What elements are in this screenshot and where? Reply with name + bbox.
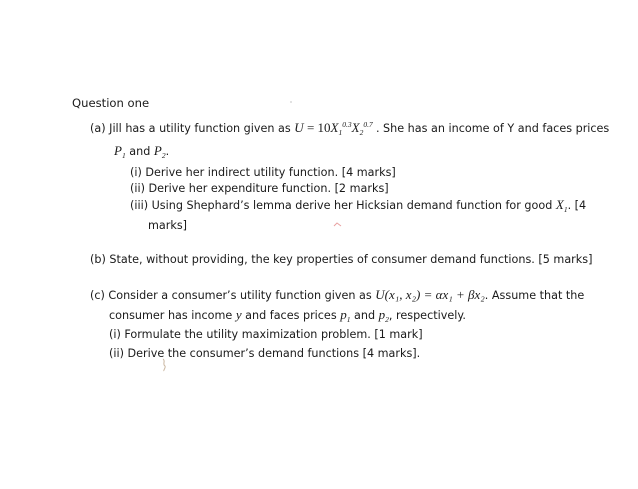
part-c-intro: (c) Consider a consumer’s utility function given as U(x₁, x₂) = αx₁ + βx₂. Assume that the [90,287,585,302]
good-x1: $X_1$ [555,197,568,214]
part-a-item-i: (i) Derive her indirect utility function. [4 marks] [130,166,396,179]
part-c-item-ii: (ii) Derive the consumer’s demand functions [4 marks]. [109,347,421,360]
part-a-utility-formula: $U = 10X_1^{0.3}X_2^{0.7}$ [294,120,373,137]
price-p1: $P_1$ [114,143,126,160]
part-c-income-prices: consumer has income y and faces prices $p_1$ and $p_2$, respectively. [109,307,466,324]
part-a-prices: $P_1$ and $P_2$. [114,143,170,160]
price-p1-lower: $p_1$ [340,307,351,324]
stray-dot-mark [290,101,292,103]
price-p2: $P_2$ [153,143,166,160]
part-a-item-iii-cont: marks] [148,219,188,232]
income-y: y [235,307,242,322]
part-a-intro [90,121,609,136]
part-a-item-ii: (ii) Derive her expenditure function. [2 marks] [130,182,389,195]
part-c-utility-formula: U(x₁, x₂) = αx₁ + βx₂ [375,287,485,302]
part-b-text: (b) State, without providing, the key properties of consumer demand functions. [5 marks] [90,253,593,266]
part-a-intro-text: (a) Jill has a utility function given as [90,122,291,135]
pencil-hook-mark [160,358,168,372]
price-p2-lower: $p_2$ [378,307,389,324]
part-c-item-i: (i) Formulate the utility maximization problem. [1 mark] [109,328,423,341]
red-pen-mark [333,222,342,228]
part-a-item-iii: (iii) Using Shephard’s lemma derive her Hicksian demand function for good $X_1$. [4 [130,197,587,214]
part-a-intro-tail: . She has an income of Y and faces prices [375,122,610,135]
question-heading: Question one [72,96,150,110]
